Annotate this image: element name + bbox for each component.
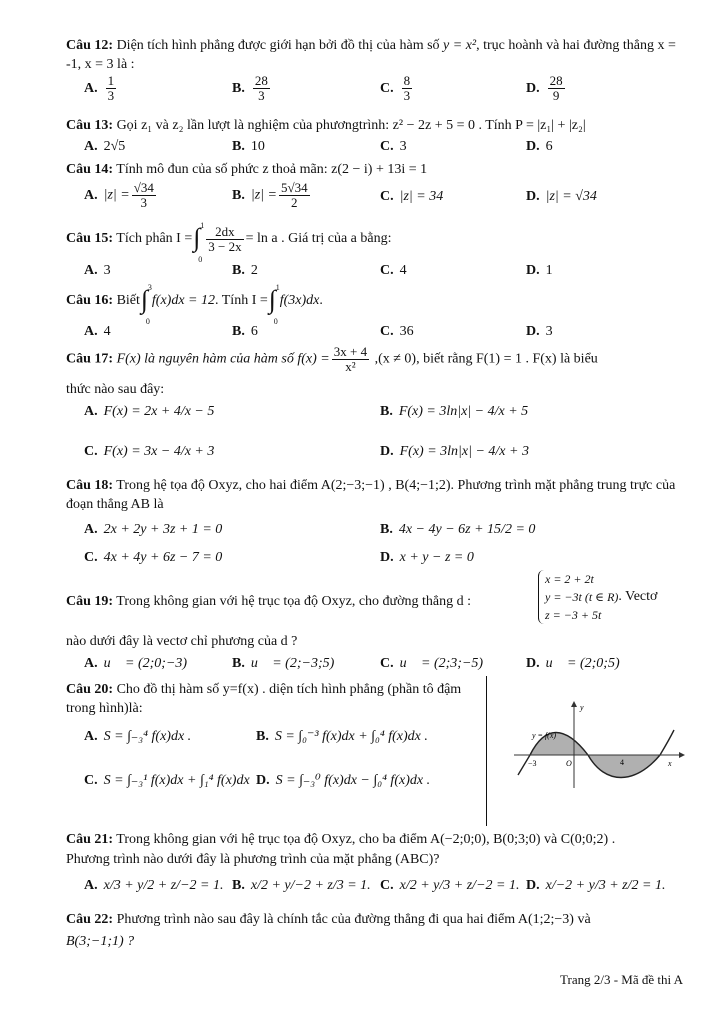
question-text: Trong không gian với hệ trục tọa độ Oxyz, cho ba điểm A(−2;0;0), B(0;3;0) và C(0;0;2) . [113,832,616,847]
integral-sign: ∫ 1 0 [268,283,280,326]
option-c[interactable]: C. 4 [380,263,407,278]
question-17 [66,345,686,374]
option-b[interactable]: B. 2 [232,263,258,278]
question-number: Câu 14: [66,162,114,177]
option-b[interactable]: B. F(x) = 3ln|x| − 4/x + 5 [380,404,529,419]
option-b[interactable]: B. |z| = $\frac{5√34}{2}$ [232,180,308,210]
option-a[interactable]: A. x/3 + y/2 + z/−2 = 1. [84,878,224,893]
option-d[interactable]: D. x + y − z = 0 [380,550,474,565]
question-text: Trong không gian với hệ trục tọa độ Oxyz, cho đường thẳng d : [113,594,472,609]
question-text: Trong hệ tọa độ Oxyz, cho hai điểm A(2;−3;−1) , B(4;−1;2). Phương trình mặt phẳng trung trực của đoạn thẳng AB là [66,478,676,512]
option-b[interactable]: B. $\frac{28}{3}$ [232,73,268,103]
option-d[interactable]: D. 3 [526,324,553,339]
option-b[interactable]: B. 6 [232,324,258,339]
question-text: Tính mô đun của số phức z thoả mãn: z(2 − i) + 13i = 1 [113,162,428,177]
option-a[interactable]: A. u⃗ = (2;0;−3) [84,656,188,671]
question-text-2: ,(x ≠ 0), biết rằng F(1) = 1 . F(x) là biểu [371,351,598,367]
option-c[interactable]: C. $\frac{8}{3}$ [380,73,411,103]
question-20 [66,680,481,718]
option-b[interactable]: B. x/2 + y/−2 + z/3 = 1. [232,878,371,893]
option-a[interactable]: A. S = ∫₋₃⁴ f(x)dx . [84,729,192,744]
option-d[interactable]: D. x/−2 + y/3 + z/2 = 1. [526,878,666,893]
question-16: Câu 16: Biết ∫ 3 0 f(x)dx = 12. Tính I = ∫ 1 0 f(3x)dx. [66,283,323,326]
question-number: Câu 20: [66,682,114,697]
question-13 [66,116,686,135]
option-d[interactable]: D. F(x) = 3ln|x| − 4/x + 3 [380,444,529,459]
option-b[interactable]: B. S = ∫₀⁻³ f(x)dx + ∫₀⁴ f(x)dx . [256,729,428,744]
question-text: Biết [113,293,140,309]
question-19-line2: nào dưới đây là vectơ chỉ phương của d ? [66,634,298,649]
divider-line [486,676,487,826]
question-text-2: , trục hoành và hai đường thẳng x = -1, x = 3 là : [66,38,676,72]
option-a[interactable]: A. 4 [84,324,111,339]
question-18 [66,476,686,514]
origin-label: O [566,759,572,768]
question-number: Câu 13: [66,118,114,133]
question-number: Câu 21: [66,832,114,847]
option-c[interactable]: C. S = ∫₋₃¹ f(x)dx + ∫₁⁴ f(x)dx [84,773,250,788]
question-22-line2: B(3;−1;1) ? [66,934,135,949]
question-text: Phương trình nào sau đây là chính tắc của đường thẳng đi qua hai điểm A(1;2;−3) và [113,912,591,927]
option-b[interactable]: B. 4x − 4y − 6z + 15/2 = 0 [380,522,536,537]
question-14 [66,160,686,179]
question-number: Câu 17: [66,351,114,367]
option-c[interactable]: C. |z| = 34 [380,189,444,204]
question-19 [66,592,526,611]
option-c[interactable]: C. 36 [380,324,414,339]
function-fraction: $\frac{3x + 4}{\text{x²}}$ [333,344,368,374]
tick-4: 4 [620,758,624,767]
question-number: Câu 22: [66,912,114,927]
option-b[interactable]: B. u⃗ = (2;−3;5) [232,656,335,671]
integrand: $\frac{2dx}{3 - 2x}$ [208,223,242,254]
question-12 [66,36,686,74]
question-text: Gọi z₁ và z₂ lần lượt là nghiệm của phươngtrình: z² − 2z + 5 = 0 . Tính P = |z₁| + |z₂| [113,118,586,133]
option-d[interactable]: D. u⃗ = (2;0;5) [526,656,620,671]
option-d[interactable]: D. 6 [526,139,553,154]
integral-sign: ∫ 1 0 [193,221,205,264]
question-number: Câu 12: [66,38,114,53]
option-a[interactable]: A. |z| = $\frac{√34}{3}$ [84,180,154,210]
y-axis-label: y [580,703,584,712]
option-c[interactable]: C. 3 [380,139,407,154]
tick-neg3: −3 [528,759,537,768]
question-21 [66,830,686,849]
x-axis-label: x [668,759,672,768]
question-number: Câu 16: [66,293,114,309]
option-d[interactable]: D. S = ∫₋₃⁰ f(x)dx − ∫₀⁴ f(x)dx . [256,773,431,788]
option-b[interactable]: B. 10 [232,139,265,154]
equation-system: x = 2 + 2t y = −3t (t ∈ R) z = −3 + 5t . Vectơ [534,570,657,624]
question-number: Câu 18: [66,478,114,493]
question-text: Diện tích hình phẳng được giới hạn bởi đồ thị của hàm số [113,38,444,53]
question-15 [66,221,686,264]
option-d[interactable]: D. 1 [526,263,553,278]
function-expr: y = x² [443,38,477,53]
function-label: y = f(x) [532,731,557,740]
option-c[interactable]: C. x/2 + y/3 + z/−2 = 1. [380,878,520,893]
option-a[interactable]: A. F(x) = 2x + 4/x − 5 [84,404,215,419]
option-a[interactable]: A. 2√5 [84,139,126,154]
question-number: Câu 15: [66,231,114,247]
question-text-2: = ln a . Giá trị của a bằng: [245,231,392,247]
question-text: Cho đồ thị hàm số y=f(x) . diện tích hình phẳng (phần tô đậm trong hình)là: [66,682,462,716]
option-c[interactable]: C. 4x + 4y + 6z − 7 = 0 [84,550,223,565]
integral-sign: ∫ 3 0 [140,283,152,326]
option-a[interactable]: A. $\frac{1}{3}$ [84,73,115,103]
question-21-line2: Phương trình nào dưới đây là phương trình của mặt phẳng (ABC)? [66,852,440,867]
page-footer: Trang 2/3 - Mã đề thi A [560,972,684,987]
option-d[interactable]: D. |z| = √34 [526,189,597,204]
option-d[interactable]: D. $\frac{28}{9}$ [526,73,563,103]
option-a[interactable]: A. 3 [84,263,111,278]
option-a[interactable]: A. 2x + 2y + 3z + 1 = 0 [84,522,223,537]
question-text: F(x) là nguyên hàm của hàm số f(x) = [113,351,330,367]
question-17-line2: thức nào sau đây: [66,382,165,397]
function-graph [510,700,685,790]
question-22 [66,910,686,929]
option-c[interactable]: C. F(x) = 3x − 4/x + 3 [84,444,215,459]
question-text: Tích phân I = [113,231,193,247]
question-number: Câu 19: [66,594,114,609]
option-c[interactable]: C. u⃗ = (2;3;−5) [380,656,484,671]
